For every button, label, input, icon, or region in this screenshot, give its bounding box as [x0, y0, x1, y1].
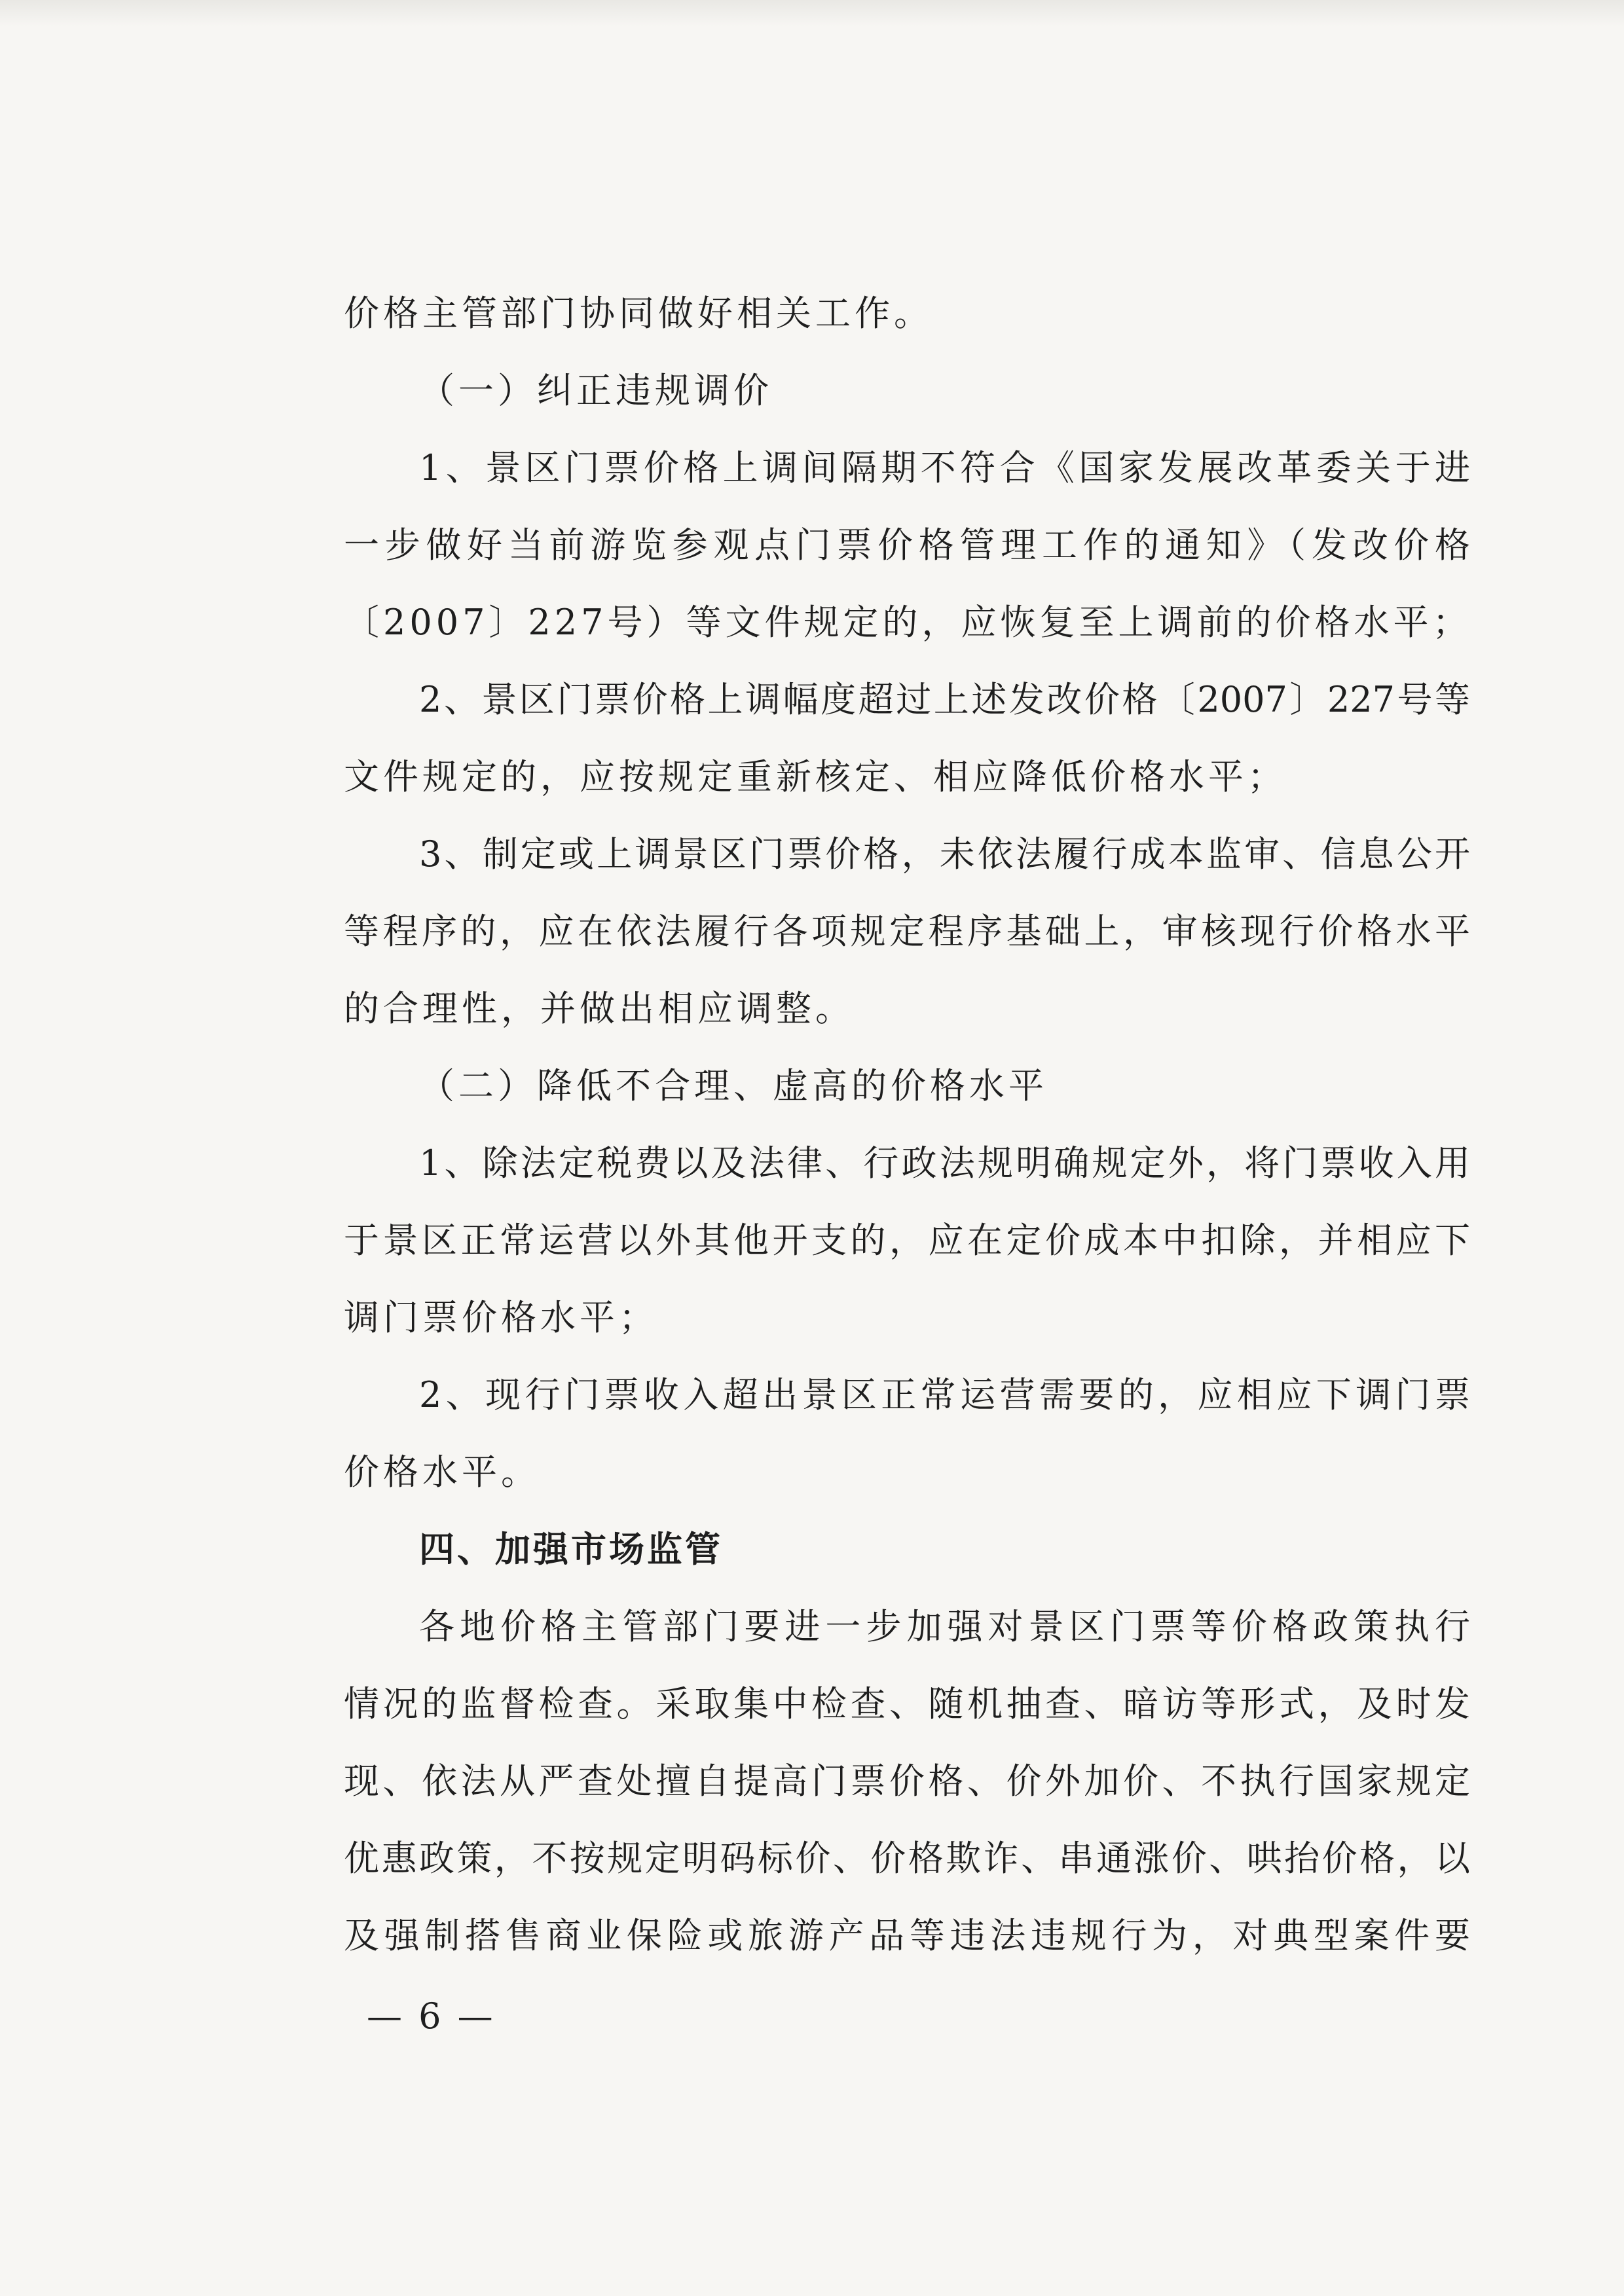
chapter-heading: 四、加强市场监管: [419, 1529, 723, 1570]
text-line: 一步做好当前游览参观点门票价格管理工作的通知》（发改价格: [344, 524, 1470, 566]
text-line: 2、现行门票收入超出景区正常运营需要的，应相应下调门票: [419, 1374, 1470, 1415]
text-line: 价格主管部门协同做好相关工作。: [344, 293, 933, 334]
document-body: [344, 275, 1470, 1975]
text-line: 现、依法从严查处擅自提高门票价格、价外加价、不执行国家规定: [344, 1760, 1470, 1802]
text-line: 的合理性，并做出相应调整。: [344, 988, 855, 1029]
text-line: 优惠政策，不按规定明码标价、价格欺诈、串通涨价、哄抬价格，以: [344, 1838, 1470, 1879]
text-line: 及强制搭售商业保险或旅游产品等违法违规行为，对典型案件要: [344, 1915, 1470, 1956]
text-line: 各地价格主管部门要进一步加强对景区门票等价格政策执行: [419, 1606, 1470, 1647]
text-line: 文件规定的，应按规定重新核定、相应降低价格水平；: [344, 756, 1287, 797]
text-line: 1、景区门票价格上调间隔期不符合《国家发展改革委关于进: [419, 447, 1470, 488]
text-line: 于景区正常运营以外其他开支的，应在定价成本中扣除，并相应下: [344, 1220, 1470, 1261]
text-line: 等程序的，应在依法履行各项规定程序基础上，审核现行价格水平: [344, 911, 1470, 952]
scan-edge-shadow: [0, 0, 1624, 26]
text-line: 3、制定或上调景区门票价格，未依法履行成本监审、信息公开: [419, 833, 1470, 875]
text-line: 情况的监督检查。采取集中检查、随机抽查、暗访等形式，及时发: [344, 1683, 1470, 1724]
text-line: 价格水平。: [344, 1451, 540, 1493]
text-line: 2、景区门票价格上调幅度超过上述发改价格〔2007〕227号等: [419, 679, 1470, 720]
section-heading-2: （二）降低不合理、虚高的价格水平: [419, 1065, 1048, 1106]
text-line: 1、除法定税费以及法律、行政法规明确规定外，将门票收入用: [419, 1142, 1470, 1184]
page-number: — 6 —: [367, 1995, 496, 2037]
section-heading-1: （一）纠正违规调价: [419, 370, 773, 411]
text-line: 〔2007〕227号）等文件规定的，应恢复至上调前的价格水平；: [344, 602, 1472, 643]
text-line: 调门票价格水平；: [344, 1297, 658, 1338]
